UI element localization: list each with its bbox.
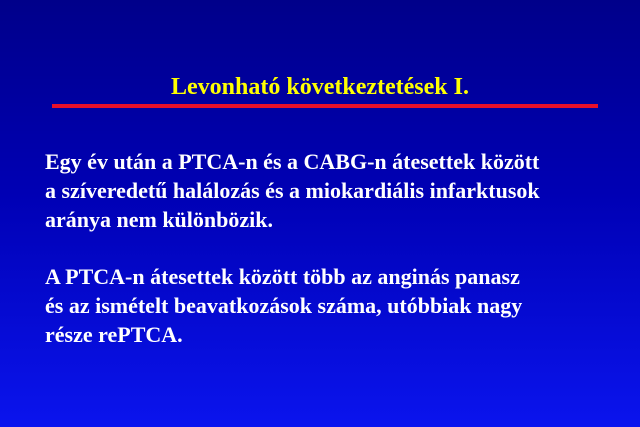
paragraph-one-line-1: Egy év után a PTCA-n és a CABG-n átesettek között — [45, 149, 540, 174]
title-underline — [52, 104, 598, 108]
paragraph-two-line-3: része rePTCA. — [45, 322, 183, 347]
paragraph-one-line-3: aránya nem különbözik. — [45, 207, 273, 232]
paragraph-two-line-1: A PTCA-n átesettek között több az anginás panasz — [45, 264, 520, 289]
paragraph-one-line-2: a szíveredetű halálozás és a miokardiális infarktusok — [45, 178, 540, 203]
paragraph-two — [45, 262, 635, 349]
paragraph-one — [45, 147, 635, 234]
paragraph-two-line-2: és az ismételt beavatkozások száma, utóbbiak nagy — [45, 293, 523, 318]
slide-title: Levonható következtetések I. — [171, 74, 469, 100]
